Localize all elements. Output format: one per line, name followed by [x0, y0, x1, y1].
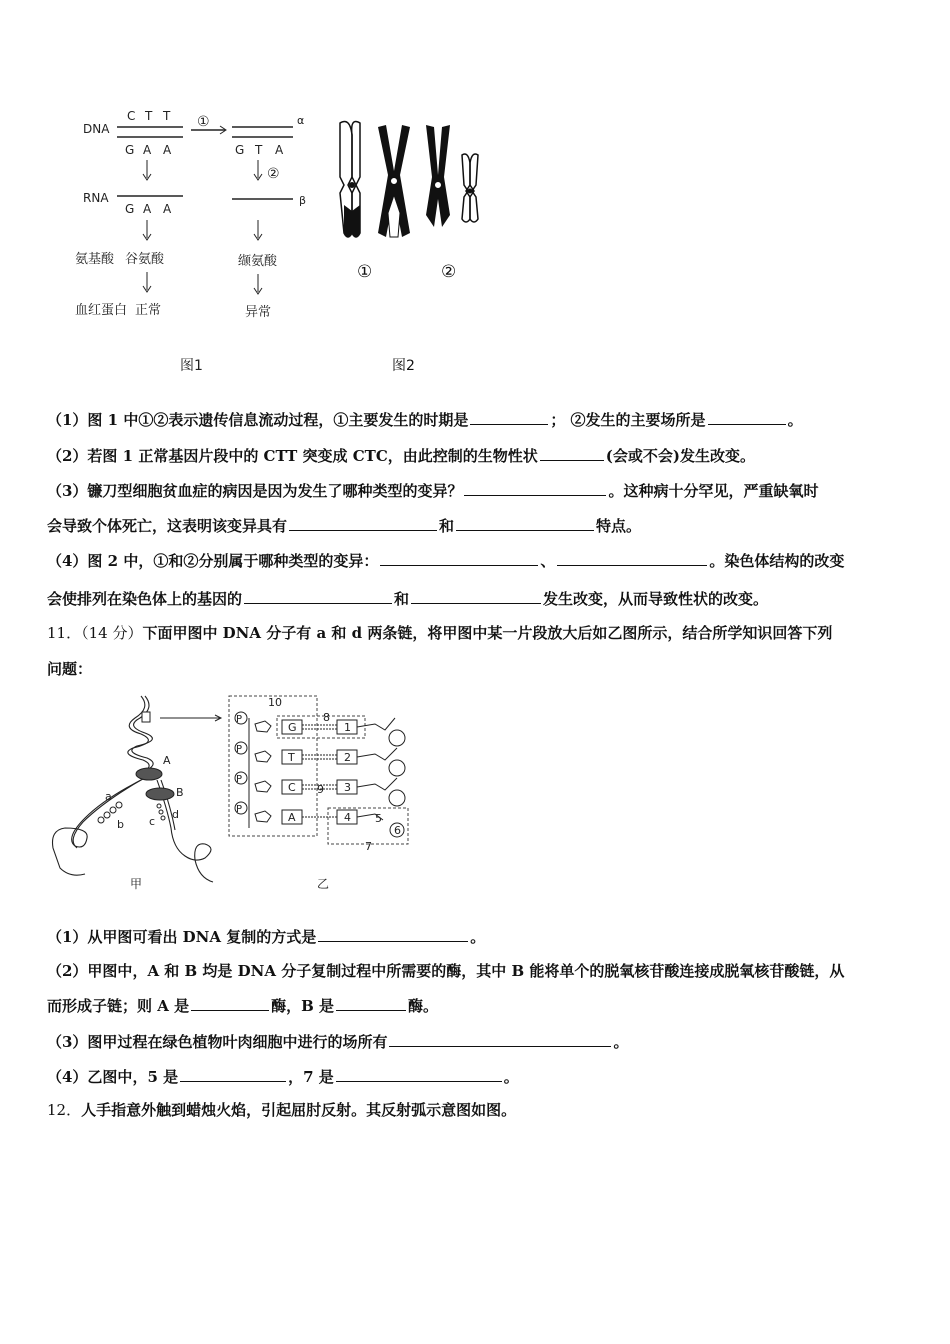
- q11-p4-text2: ，7 是: [288, 1068, 334, 1086]
- svg-text:P: P: [236, 774, 243, 785]
- label-yi: 乙: [317, 877, 330, 891]
- base-4: 4: [344, 811, 351, 824]
- enzyme-b: [146, 788, 174, 800]
- base-G: G: [288, 721, 297, 734]
- replication-fork: [53, 696, 214, 882]
- top-base-1: C: [127, 109, 136, 123]
- rna-base-3: A: [163, 202, 172, 216]
- q11-p2-text: （2）甲图中，A 和 B 均是 DNA 分子复制过程中所需要的酶，其中 B 能将单个的脱氧核苷酸连接成脱氧核苷酸链，从: [47, 962, 845, 980]
- label-7: 7: [365, 840, 372, 853]
- rna-base-1: G: [125, 202, 135, 216]
- label-6: 6: [394, 824, 401, 837]
- figure2-caption: 图2: [392, 358, 415, 374]
- q10-p4-sep: 、: [540, 552, 556, 570]
- q11-part2-cont: [47, 996, 907, 1016]
- q11-p4-end: 。: [503, 1068, 519, 1086]
- step1-mark: ①: [197, 114, 210, 130]
- amino-mutant: 缬氨酸: [238, 254, 278, 269]
- q10-part4: [47, 551, 907, 571]
- answer-blank[interactable]: [180, 1067, 286, 1082]
- answer-blank[interactable]: [557, 551, 707, 566]
- label-a: a: [105, 790, 112, 803]
- q10-p3-text2: 。这种病十分罕见，严重缺氧时: [608, 482, 819, 500]
- rna-label: RNA: [83, 191, 109, 205]
- answer-blank[interactable]: [318, 927, 468, 942]
- amino-label: 氨基酸: [75, 252, 115, 267]
- step2-mark: ②: [267, 166, 280, 182]
- answer-blank[interactable]: [470, 410, 548, 425]
- q11-p3-text: （3）图甲过程在绿色植物叶肉细胞中进行的场所有: [47, 1033, 388, 1051]
- answer-blank[interactable]: [540, 446, 604, 461]
- answer-blank[interactable]: [708, 410, 786, 425]
- q10-p1-end: 。: [787, 411, 803, 429]
- q10-p3-end: 特点。: [596, 517, 642, 535]
- figure1-sickle-cell-diagram: [75, 100, 320, 385]
- dna-label: DNA: [83, 122, 110, 136]
- answer-blank[interactable]: [411, 589, 541, 604]
- q10-part3-cont: [47, 516, 907, 536]
- chromosome-2b: [462, 154, 478, 222]
- alpha-label: α: [297, 114, 305, 127]
- q11-part2: [47, 961, 907, 981]
- q11-p2-text2: 而形成子链；则 A 是: [47, 997, 190, 1015]
- q11-p1-end: 。: [470, 928, 486, 946]
- q10-p3-text3: 会导致个体死亡，这表明该变异具有: [47, 517, 288, 535]
- base-C: C: [288, 781, 296, 794]
- chromosome-1a: [340, 122, 360, 238]
- q10-p4-text: （4）图 2 中，①和②分别属于哪种类型的变异：: [47, 552, 379, 570]
- mut-base-3: A: [275, 143, 284, 157]
- mut-base-2: T: [255, 143, 263, 157]
- q11-stem: [47, 623, 907, 643]
- chromosome-2a: [426, 125, 450, 227]
- enzyme-a: [136, 768, 162, 780]
- q11-stem-text2: 问题：: [47, 660, 93, 678]
- top-base-3: T: [163, 109, 171, 123]
- chromosome-1b: [378, 125, 410, 237]
- q11-p3-end: 。: [613, 1033, 629, 1051]
- base-2: 2: [344, 751, 351, 764]
- answer-blank[interactable]: [456, 516, 594, 531]
- bottom-base-1: G: [125, 143, 135, 157]
- svg-text:P: P: [236, 714, 243, 725]
- bottom-base-2: A: [143, 143, 152, 157]
- figure2-mark2: ②: [441, 262, 457, 282]
- label-c: c: [149, 815, 156, 828]
- q11-stem-text: 下面甲图中 DNA 分子有 a 和 d 两条链，将甲图中某一片段放大后如乙图所示，结合所学知识回答下列: [142, 624, 833, 642]
- rna-base-2: A: [143, 202, 152, 216]
- amino-normal: 谷氨酸: [125, 252, 165, 267]
- label-9: 9: [317, 783, 324, 796]
- top-base-2: T: [145, 109, 153, 123]
- q10-p2-text: （2）若图 1 正常基因片段中的 CTT 突变成 CTC，由此控制的生物性状: [47, 447, 538, 465]
- q10-p3-text: （3）镰刀型细胞贫血症的病因是因为发生了哪种类型的变异？: [47, 482, 463, 500]
- abnormal-label: 异常: [245, 305, 272, 320]
- q10-part2: [47, 446, 907, 466]
- figure2-mark1: ①: [357, 262, 373, 282]
- q11-part4: [47, 1067, 907, 1087]
- q11-stem-cont: [47, 659, 907, 679]
- figure1-caption: 图1: [180, 358, 203, 374]
- label-d: d: [172, 808, 179, 821]
- answer-blank[interactable]: [191, 996, 269, 1011]
- label-jia: 甲: [130, 877, 143, 891]
- figure2-chromosome-diagram: [330, 115, 490, 380]
- beta-label: β: [299, 194, 307, 207]
- svg-text:P: P: [236, 804, 243, 815]
- label-A: A: [163, 754, 171, 767]
- q10-p3-and: 和: [439, 517, 455, 535]
- base-A: A: [288, 811, 296, 824]
- bottom-base-3: A: [163, 143, 172, 157]
- q10-p4-end: 发生改变，从而导致性状的改变。: [543, 590, 769, 608]
- q11-p4-text: （4）乙图中，5 是: [47, 1068, 179, 1086]
- hemoglobin-label: 血红蛋白: [75, 303, 128, 318]
- q11-p2-text3: 酶，B 是: [271, 997, 334, 1015]
- q10-p4-and: 和: [394, 590, 410, 608]
- label-b: b: [117, 818, 124, 831]
- q11-p1-text: （1）从甲图可看出 DNA 复制的方式是: [47, 928, 317, 946]
- base-T: T: [288, 751, 295, 764]
- q10-p4-text2: 。染色体结构的改变: [709, 552, 845, 570]
- mut-base-1: G: [235, 143, 245, 157]
- q12-number: 12．: [47, 1101, 82, 1119]
- q10-part4-cont: [47, 589, 907, 609]
- base-3: 3: [344, 781, 351, 794]
- q10-p1-text2: ； ②发生的主要场所是: [550, 411, 706, 429]
- q10-part3: [47, 481, 907, 501]
- q10-p2-text2: (会或不会)发生改变。: [605, 447, 755, 465]
- answer-blank[interactable]: [389, 1032, 611, 1047]
- figure3-dna-replication-diagram: [45, 688, 425, 898]
- answer-blank[interactable]: [336, 996, 406, 1011]
- label-5: 5: [375, 812, 382, 825]
- base-1: 1: [344, 721, 351, 734]
- label-B: B: [176, 786, 184, 799]
- q10-part1: [47, 410, 907, 430]
- q10-p1-text: （1）图 1 中①②表示遗传信息流动过程，①主要发生的时期是: [47, 411, 469, 429]
- answer-blank[interactable]: [464, 481, 606, 496]
- q10-p4-text3: 会使排列在染色体上的基因的: [47, 590, 243, 608]
- q12-stem: [47, 1100, 907, 1120]
- q11-p2-end: 酶。: [408, 997, 439, 1015]
- label-10: 10: [268, 696, 282, 709]
- answer-blank[interactable]: [289, 516, 437, 531]
- q11-part3: [47, 1032, 907, 1052]
- answer-blank[interactable]: [244, 589, 392, 604]
- normal-label: 正常: [135, 303, 162, 318]
- answer-blank[interactable]: [380, 551, 538, 566]
- label-8: 8: [323, 711, 330, 724]
- q11-part1: [47, 927, 907, 947]
- q11-number: 11．（14 分）: [47, 624, 143, 642]
- q12-text: 人手指意外触到蜡烛火焰，引起屈肘反射。其反射弧示意图如图。: [81, 1101, 517, 1119]
- answer-blank[interactable]: [336, 1067, 502, 1082]
- svg-text:P: P: [236, 744, 243, 755]
